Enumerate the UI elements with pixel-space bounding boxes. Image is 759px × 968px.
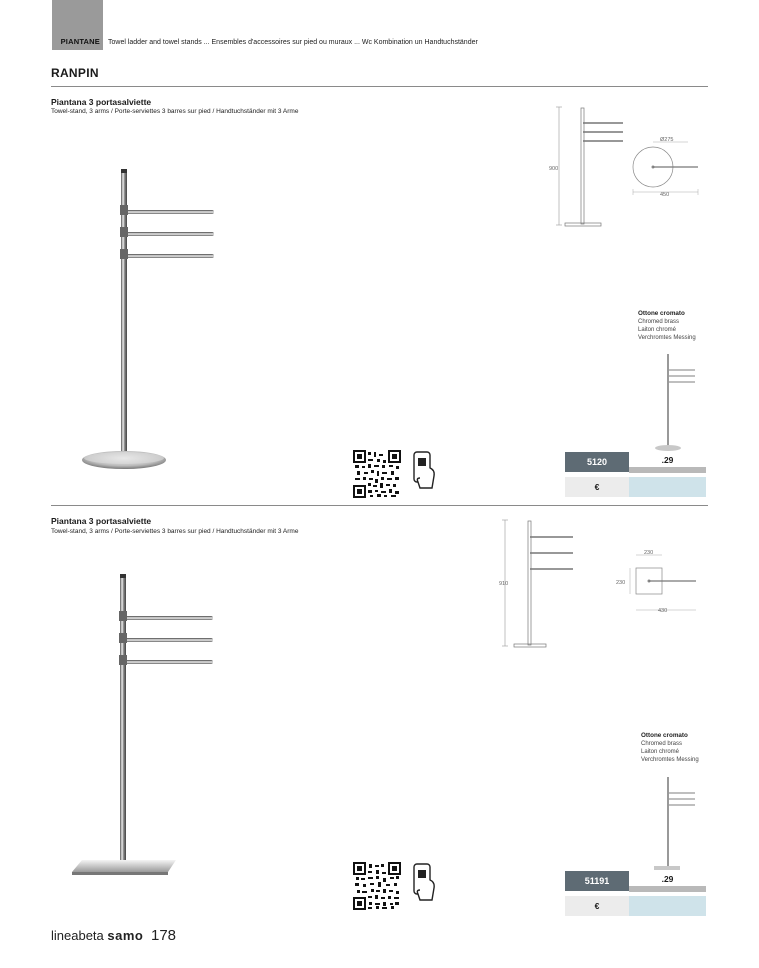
material-de: Verchromtes Messing [638, 335, 696, 341]
collection-title: RANPIN [51, 66, 99, 80]
product-1-width-dim: 450 [660, 192, 670, 198]
product-2-photo [68, 572, 228, 882]
product-divider [51, 505, 708, 506]
product-2-side-drawing [500, 517, 580, 652]
product-2-title: Piantana 3 portasalviette [51, 516, 152, 526]
qr-code-icon[interactable] [353, 450, 401, 498]
product-1-height-dim: 900 [549, 166, 559, 172]
footer-brand [51, 927, 176, 944]
category-description: Towel ladder and towel stands ... Ensembles d'accessoires sur pied ou muraux ... Wc Kombination un Handtuchständer [108, 39, 478, 46]
product-1-material [638, 310, 696, 342]
product-2-subtitle: Towel-stand, 3 arms / Porte-serviettes 3 barres sur pied / Handtuchständer mit 3 Arme [51, 528, 299, 535]
material-en: Chromed brass [638, 319, 680, 325]
category-label: PIANTANE [60, 37, 100, 46]
product-1-price-blank [629, 477, 706, 497]
product-1-base-dim: Ø275 [660, 137, 674, 143]
product-2-width-dim: 430 [658, 608, 668, 614]
product-2-price-blank [629, 896, 706, 916]
product-1-code: 5120 [565, 452, 629, 472]
qr-code-icon[interactable] [353, 862, 401, 910]
product-1-price: .29 [629, 452, 706, 473]
product-1-subtitle: Towel-stand, 3 arms / Porte-serviettes 3 barres sur pied / Handtuchständer mit 3 Arme [51, 108, 299, 115]
product-2-base-width-dim: 230 [644, 550, 654, 556]
product-2-finish-thumbnail [648, 775, 698, 875]
product-1-currency: € [565, 477, 629, 497]
product-2-price: .29 [629, 871, 706, 892]
material-fr: Laiton chromé [641, 749, 680, 755]
product-1-side-drawing [545, 103, 635, 233]
material-de: Verchromtes Messing [641, 757, 699, 763]
material-title: Ottone cromato [638, 310, 685, 317]
smartphone-scan-icon [410, 450, 436, 492]
material-fr: Laiton chromé [638, 327, 677, 333]
product-1-title: Piantana 3 portasalviette [51, 97, 152, 107]
material-title: Ottone cromato [641, 732, 688, 739]
category-tab [52, 0, 103, 50]
product-2-height-dim: 910 [499, 581, 509, 587]
material-en: Chromed brass [641, 741, 683, 747]
header-divider [51, 86, 708, 87]
product-1-finish-thumbnail [648, 352, 698, 454]
product-2-currency: € [565, 896, 629, 916]
product-1-photo [75, 165, 235, 475]
page-number: 178 [151, 927, 177, 944]
brand-samo: samo [107, 928, 144, 943]
product-2-code: 51191 [565, 871, 629, 891]
product-2-base-depth-dim: 230 [616, 580, 626, 586]
product-2-material [641, 732, 699, 764]
brand-lineabeta: lineabeta [51, 928, 104, 943]
smartphone-scan-icon [410, 862, 436, 904]
